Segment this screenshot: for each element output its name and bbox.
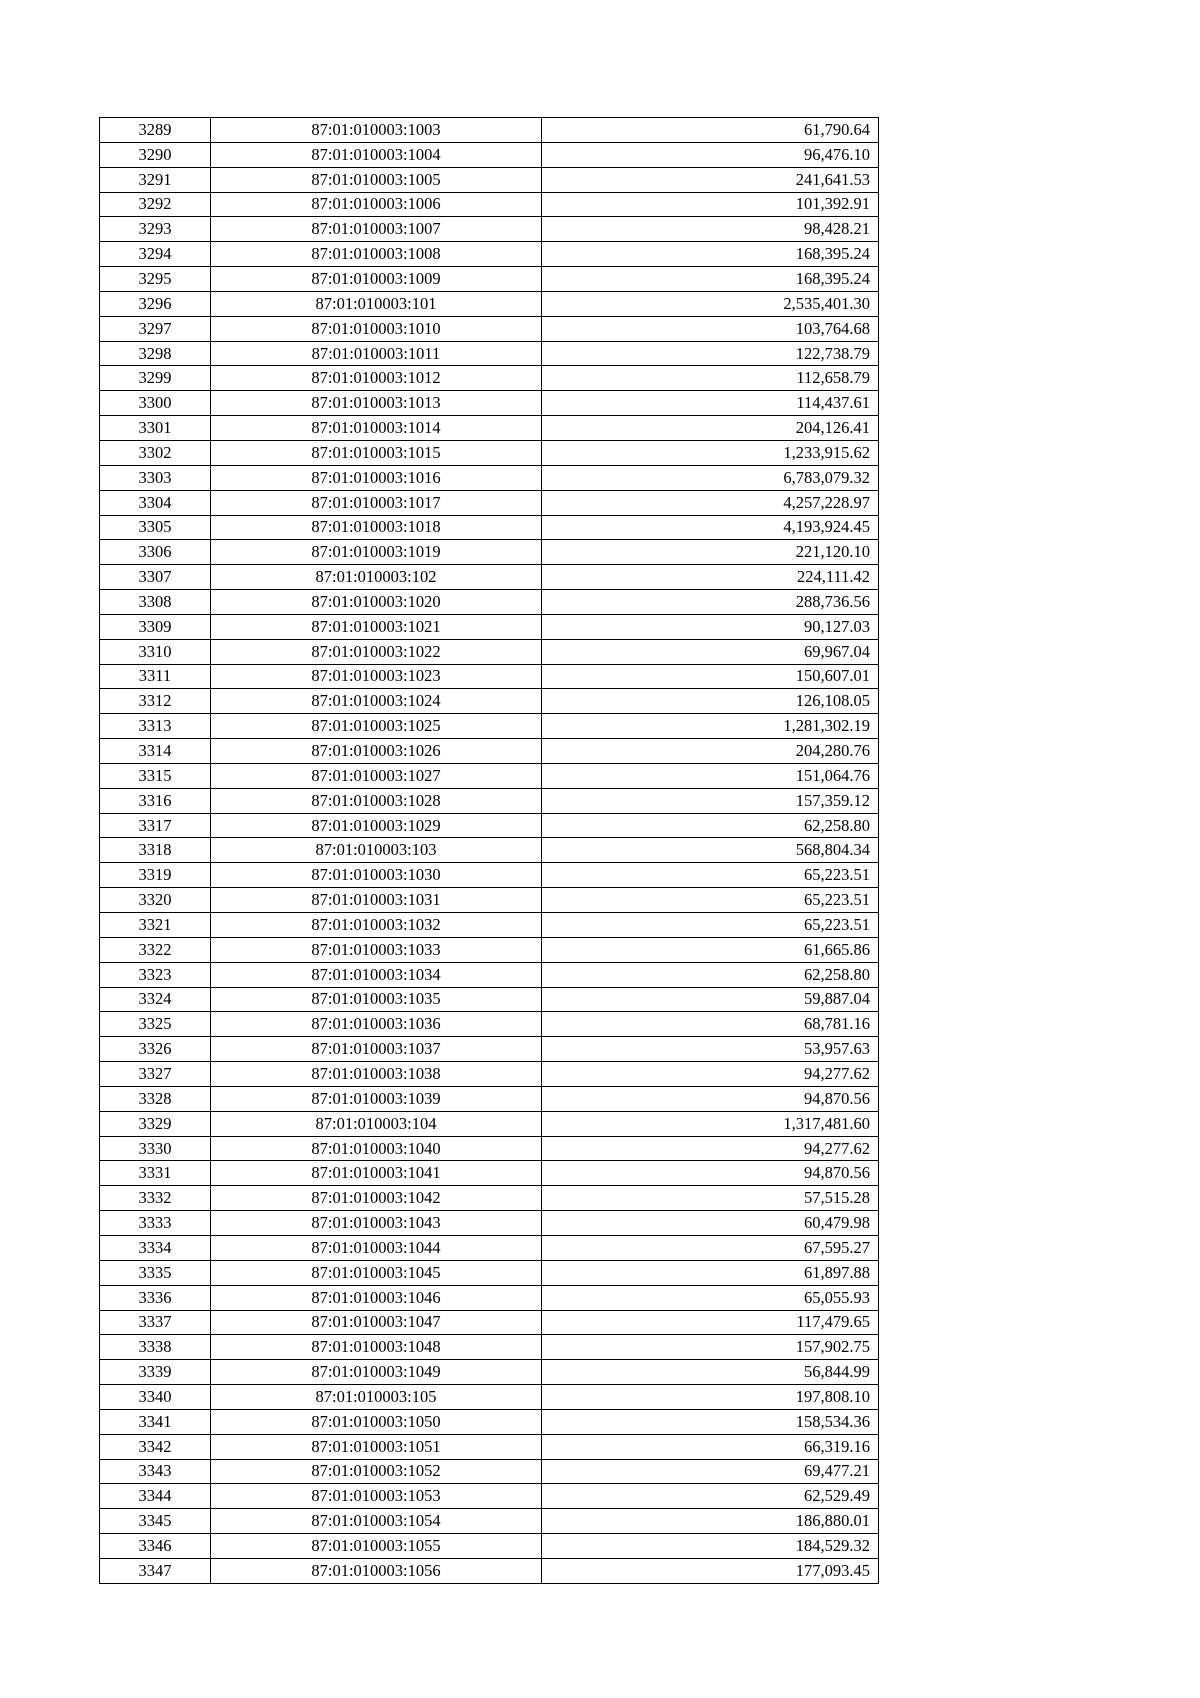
table-row: [100, 515, 879, 540]
cadastral-number-cell: 87:01:010003:1038: [211, 1062, 542, 1087]
cadastral-number-cell: 87:01:010003:1032: [211, 913, 542, 938]
cadastral-number-cell: 87:01:010003:1046: [211, 1285, 542, 1310]
cadastral-number-cell: 87:01:010003:1051: [211, 1434, 542, 1459]
table-row: [100, 863, 879, 888]
table-row: [100, 1335, 879, 1360]
row-number-cell: 3338: [100, 1335, 211, 1360]
cadastral-number-cell: 87:01:010003:1029: [211, 813, 542, 838]
table-row: [100, 639, 879, 664]
table-row: [100, 1211, 879, 1236]
table-row: [100, 267, 879, 292]
cadastral-number-cell: 87:01:010003:1040: [211, 1136, 542, 1161]
cadastral-number-cell: 87:01:010003:103: [211, 838, 542, 863]
value-cell: 65,055.93: [542, 1285, 879, 1310]
table-row: [100, 1037, 879, 1062]
value-cell: 69,967.04: [542, 639, 879, 664]
cadastral-number-cell: 87:01:010003:1009: [211, 267, 542, 292]
value-cell: 204,126.41: [542, 416, 879, 441]
value-cell: 66,319.16: [542, 1434, 879, 1459]
table-row: [100, 1111, 879, 1136]
table-row: [100, 1012, 879, 1037]
value-cell: 157,902.75: [542, 1335, 879, 1360]
row-number-cell: 3293: [100, 217, 211, 242]
cadastral-number-cell: 87:01:010003:1043: [211, 1211, 542, 1236]
row-number-cell: 3314: [100, 739, 211, 764]
row-number-cell: 3321: [100, 913, 211, 938]
cadastral-number-cell: 87:01:010003:1023: [211, 664, 542, 689]
row-number-cell: 3329: [100, 1111, 211, 1136]
row-number-cell: 3336: [100, 1285, 211, 1310]
value-cell: 168,395.24: [542, 242, 879, 267]
value-cell: 1,281,302.19: [542, 714, 879, 739]
table-row: [100, 167, 879, 192]
value-cell: 197,808.10: [542, 1385, 879, 1410]
table-row: [100, 590, 879, 615]
row-number-cell: 3313: [100, 714, 211, 739]
row-number-cell: 3344: [100, 1484, 211, 1509]
value-cell: 53,957.63: [542, 1037, 879, 1062]
row-number-cell: 3326: [100, 1037, 211, 1062]
value-cell: 94,870.56: [542, 1086, 879, 1111]
cadastral-value-table: [99, 117, 879, 1584]
row-number-cell: 3319: [100, 863, 211, 888]
row-number-cell: 3323: [100, 962, 211, 987]
value-cell: 59,887.04: [542, 987, 879, 1012]
cadastral-number-cell: 87:01:010003:1010: [211, 316, 542, 341]
table-row: [100, 813, 879, 838]
cadastral-number-cell: 87:01:010003:1034: [211, 962, 542, 987]
cadastral-number-cell: 87:01:010003:1011: [211, 341, 542, 366]
cadastral-number-cell: 87:01:010003:101: [211, 291, 542, 316]
row-number-cell: 3290: [100, 142, 211, 167]
table-row: [100, 217, 879, 242]
row-number-cell: 3305: [100, 515, 211, 540]
value-cell: 62,258.80: [542, 813, 879, 838]
value-cell: 122,738.79: [542, 341, 879, 366]
table-row: [100, 291, 879, 316]
row-number-cell: 3334: [100, 1235, 211, 1260]
value-cell: 1,233,915.62: [542, 440, 879, 465]
table-row: [100, 739, 879, 764]
value-cell: 61,897.88: [542, 1260, 879, 1285]
value-cell: 67,595.27: [542, 1235, 879, 1260]
row-number-cell: 3337: [100, 1310, 211, 1335]
value-cell: 241,641.53: [542, 167, 879, 192]
row-number-cell: 3296: [100, 291, 211, 316]
value-cell: 65,223.51: [542, 913, 879, 938]
table-row: [100, 987, 879, 1012]
row-number-cell: 3291: [100, 167, 211, 192]
row-number-cell: 3317: [100, 813, 211, 838]
table-row: [100, 1385, 879, 1410]
value-cell: 151,064.76: [542, 763, 879, 788]
table-row: [100, 242, 879, 267]
table-row: [100, 540, 879, 565]
table-row: [100, 1235, 879, 1260]
value-cell: 103,764.68: [542, 316, 879, 341]
row-number-cell: 3294: [100, 242, 211, 267]
row-number-cell: 3330: [100, 1136, 211, 1161]
table-row: [100, 440, 879, 465]
table-row: [100, 391, 879, 416]
table-row: [100, 888, 879, 913]
value-cell: 65,223.51: [542, 863, 879, 888]
value-cell: 204,280.76: [542, 739, 879, 764]
cadastral-number-cell: 87:01:010003:1039: [211, 1086, 542, 1111]
cadastral-number-cell: 87:01:010003:1008: [211, 242, 542, 267]
value-cell: 126,108.05: [542, 689, 879, 714]
table-row: [100, 416, 879, 441]
row-number-cell: 3320: [100, 888, 211, 913]
row-number-cell: 3311: [100, 664, 211, 689]
table-row: [100, 1409, 879, 1434]
table-row: [100, 1484, 879, 1509]
table-row: [100, 1459, 879, 1484]
cadastral-number-cell: 87:01:010003:1022: [211, 639, 542, 664]
table-row: [100, 1086, 879, 1111]
table-row: [100, 962, 879, 987]
value-cell: 94,277.62: [542, 1062, 879, 1087]
table-row: [100, 366, 879, 391]
row-number-cell: 3325: [100, 1012, 211, 1037]
cadastral-number-cell: 87:01:010003:1055: [211, 1534, 542, 1559]
table-row: [100, 1186, 879, 1211]
cadastral-number-cell: 87:01:010003:1042: [211, 1186, 542, 1211]
row-number-cell: 3322: [100, 937, 211, 962]
value-cell: 568,804.34: [542, 838, 879, 863]
row-number-cell: 3309: [100, 614, 211, 639]
table-row: [100, 1310, 879, 1335]
row-number-cell: 3308: [100, 590, 211, 615]
table-row: [100, 1161, 879, 1186]
row-number-cell: 3328: [100, 1086, 211, 1111]
row-number-cell: 3298: [100, 341, 211, 366]
value-cell: 112,658.79: [542, 366, 879, 391]
table-row: [100, 192, 879, 217]
value-cell: 224,111.42: [542, 565, 879, 590]
row-number-cell: 3299: [100, 366, 211, 391]
row-number-cell: 3310: [100, 639, 211, 664]
table-row: [100, 838, 879, 863]
row-number-cell: 3307: [100, 565, 211, 590]
value-cell: 61,790.64: [542, 118, 879, 143]
table-row: [100, 614, 879, 639]
value-cell: 57,515.28: [542, 1186, 879, 1211]
value-cell: 168,395.24: [542, 267, 879, 292]
table-body: [100, 118, 879, 1584]
cadastral-number-cell: 87:01:010003:1031: [211, 888, 542, 913]
cadastral-number-cell: 87:01:010003:1041: [211, 1161, 542, 1186]
value-cell: 60,479.98: [542, 1211, 879, 1236]
value-cell: 157,359.12: [542, 788, 879, 813]
cadastral-number-cell: 87:01:010003:102: [211, 565, 542, 590]
table-row: [100, 465, 879, 490]
value-cell: 69,477.21: [542, 1459, 879, 1484]
table-row: [100, 664, 879, 689]
cadastral-number-cell: 87:01:010003:1027: [211, 763, 542, 788]
row-number-cell: 3315: [100, 763, 211, 788]
row-number-cell: 3301: [100, 416, 211, 441]
row-number-cell: 3345: [100, 1509, 211, 1534]
table-row: [100, 1434, 879, 1459]
cadastral-number-cell: 87:01:010003:1017: [211, 490, 542, 515]
cadastral-number-cell: 87:01:010003:1037: [211, 1037, 542, 1062]
row-number-cell: 3324: [100, 987, 211, 1012]
value-cell: 150,607.01: [542, 664, 879, 689]
cadastral-number-cell: 87:01:010003:1035: [211, 987, 542, 1012]
table-row: [100, 1285, 879, 1310]
cadastral-number-cell: 87:01:010003:1048: [211, 1335, 542, 1360]
value-cell: 96,476.10: [542, 142, 879, 167]
row-number-cell: 3347: [100, 1558, 211, 1583]
table-row: [100, 341, 879, 366]
value-cell: 114,437.61: [542, 391, 879, 416]
value-cell: 94,277.62: [542, 1136, 879, 1161]
table-row: [100, 1260, 879, 1285]
cadastral-number-cell: 87:01:010003:1050: [211, 1409, 542, 1434]
row-number-cell: 3289: [100, 118, 211, 143]
value-cell: 6,783,079.32: [542, 465, 879, 490]
value-cell: 68,781.16: [542, 1012, 879, 1037]
cadastral-number-cell: 87:01:010003:1036: [211, 1012, 542, 1037]
table-row: [100, 913, 879, 938]
value-cell: 186,880.01: [542, 1509, 879, 1534]
row-number-cell: 3292: [100, 192, 211, 217]
row-number-cell: 3331: [100, 1161, 211, 1186]
value-cell: 65,223.51: [542, 888, 879, 913]
value-cell: 61,665.86: [542, 937, 879, 962]
cadastral-number-cell: 87:01:010003:1019: [211, 540, 542, 565]
value-cell: 2,535,401.30: [542, 291, 879, 316]
cadastral-number-cell: 87:01:010003:105: [211, 1385, 542, 1410]
row-number-cell: 3318: [100, 838, 211, 863]
cadastral-number-cell: 87:01:010003:1024: [211, 689, 542, 714]
table-row: [100, 937, 879, 962]
row-number-cell: 3332: [100, 1186, 211, 1211]
cadastral-number-cell: 87:01:010003:1006: [211, 192, 542, 217]
value-cell: 94,870.56: [542, 1161, 879, 1186]
table-row: [100, 763, 879, 788]
row-number-cell: 3304: [100, 490, 211, 515]
row-number-cell: 3327: [100, 1062, 211, 1087]
cadastral-number-cell: 87:01:010003:1003: [211, 118, 542, 143]
value-cell: 90,127.03: [542, 614, 879, 639]
row-number-cell: 3335: [100, 1260, 211, 1285]
cadastral-number-cell: 87:01:010003:1018: [211, 515, 542, 540]
table-row: [100, 1534, 879, 1559]
cadastral-number-cell: 87:01:010003:1028: [211, 788, 542, 813]
row-number-cell: 3340: [100, 1385, 211, 1410]
cadastral-number-cell: 87:01:010003:104: [211, 1111, 542, 1136]
value-cell: 62,529.49: [542, 1484, 879, 1509]
value-cell: 4,193,924.45: [542, 515, 879, 540]
table-row: [100, 1509, 879, 1534]
value-cell: 56,844.99: [542, 1360, 879, 1385]
cadastral-number-cell: 87:01:010003:1014: [211, 416, 542, 441]
cadastral-number-cell: 87:01:010003:1052: [211, 1459, 542, 1484]
cadastral-number-cell: 87:01:010003:1004: [211, 142, 542, 167]
value-cell: 4,257,228.97: [542, 490, 879, 515]
cadastral-number-cell: 87:01:010003:1053: [211, 1484, 542, 1509]
table-row: [100, 1558, 879, 1583]
cadastral-number-cell: 87:01:010003:1025: [211, 714, 542, 739]
row-number-cell: 3312: [100, 689, 211, 714]
value-cell: 288,736.56: [542, 590, 879, 615]
row-number-cell: 3295: [100, 267, 211, 292]
cadastral-number-cell: 87:01:010003:1047: [211, 1310, 542, 1335]
row-number-cell: 3341: [100, 1409, 211, 1434]
row-number-cell: 3306: [100, 540, 211, 565]
cadastral-number-cell: 87:01:010003:1013: [211, 391, 542, 416]
value-cell: 158,534.36: [542, 1409, 879, 1434]
table-row: [100, 1062, 879, 1087]
row-number-cell: 3297: [100, 316, 211, 341]
cadastral-number-cell: 87:01:010003:1054: [211, 1509, 542, 1534]
cadastral-number-cell: 87:01:010003:1012: [211, 366, 542, 391]
table-row: [100, 142, 879, 167]
cadastral-number-cell: 87:01:010003:1016: [211, 465, 542, 490]
cadastral-number-cell: 87:01:010003:1020: [211, 590, 542, 615]
table-row: [100, 118, 879, 143]
table-row: [100, 490, 879, 515]
row-number-cell: 3333: [100, 1211, 211, 1236]
value-cell: 98,428.21: [542, 217, 879, 242]
cadastral-number-cell: 87:01:010003:1026: [211, 739, 542, 764]
cadastral-number-cell: 87:01:010003:1033: [211, 937, 542, 962]
row-number-cell: 3343: [100, 1459, 211, 1484]
table-row: [100, 316, 879, 341]
row-number-cell: 3303: [100, 465, 211, 490]
cadastral-number-cell: 87:01:010003:1021: [211, 614, 542, 639]
table-row: [100, 565, 879, 590]
value-cell: 62,258.80: [542, 962, 879, 987]
row-number-cell: 3346: [100, 1534, 211, 1559]
cadastral-number-cell: 87:01:010003:1005: [211, 167, 542, 192]
cadastral-number-cell: 87:01:010003:1045: [211, 1260, 542, 1285]
value-cell: 117,479.65: [542, 1310, 879, 1335]
row-number-cell: 3300: [100, 391, 211, 416]
row-number-cell: 3302: [100, 440, 211, 465]
value-cell: 177,093.45: [542, 1558, 879, 1583]
cadastral-number-cell: 87:01:010003:1015: [211, 440, 542, 465]
cadastral-number-cell: 87:01:010003:1044: [211, 1235, 542, 1260]
table-row: [100, 1360, 879, 1385]
value-cell: 1,317,481.60: [542, 1111, 879, 1136]
table-row: [100, 689, 879, 714]
row-number-cell: 3342: [100, 1434, 211, 1459]
value-cell: 184,529.32: [542, 1534, 879, 1559]
table-row: [100, 788, 879, 813]
row-number-cell: 3339: [100, 1360, 211, 1385]
cadastral-number-cell: 87:01:010003:1007: [211, 217, 542, 242]
table-row: [100, 714, 879, 739]
cadastral-number-cell: 87:01:010003:1056: [211, 1558, 542, 1583]
table-row: [100, 1136, 879, 1161]
value-cell: 101,392.91: [542, 192, 879, 217]
value-cell: 221,120.10: [542, 540, 879, 565]
row-number-cell: 3316: [100, 788, 211, 813]
cadastral-number-cell: 87:01:010003:1049: [211, 1360, 542, 1385]
cadastral-number-cell: 87:01:010003:1030: [211, 863, 542, 888]
